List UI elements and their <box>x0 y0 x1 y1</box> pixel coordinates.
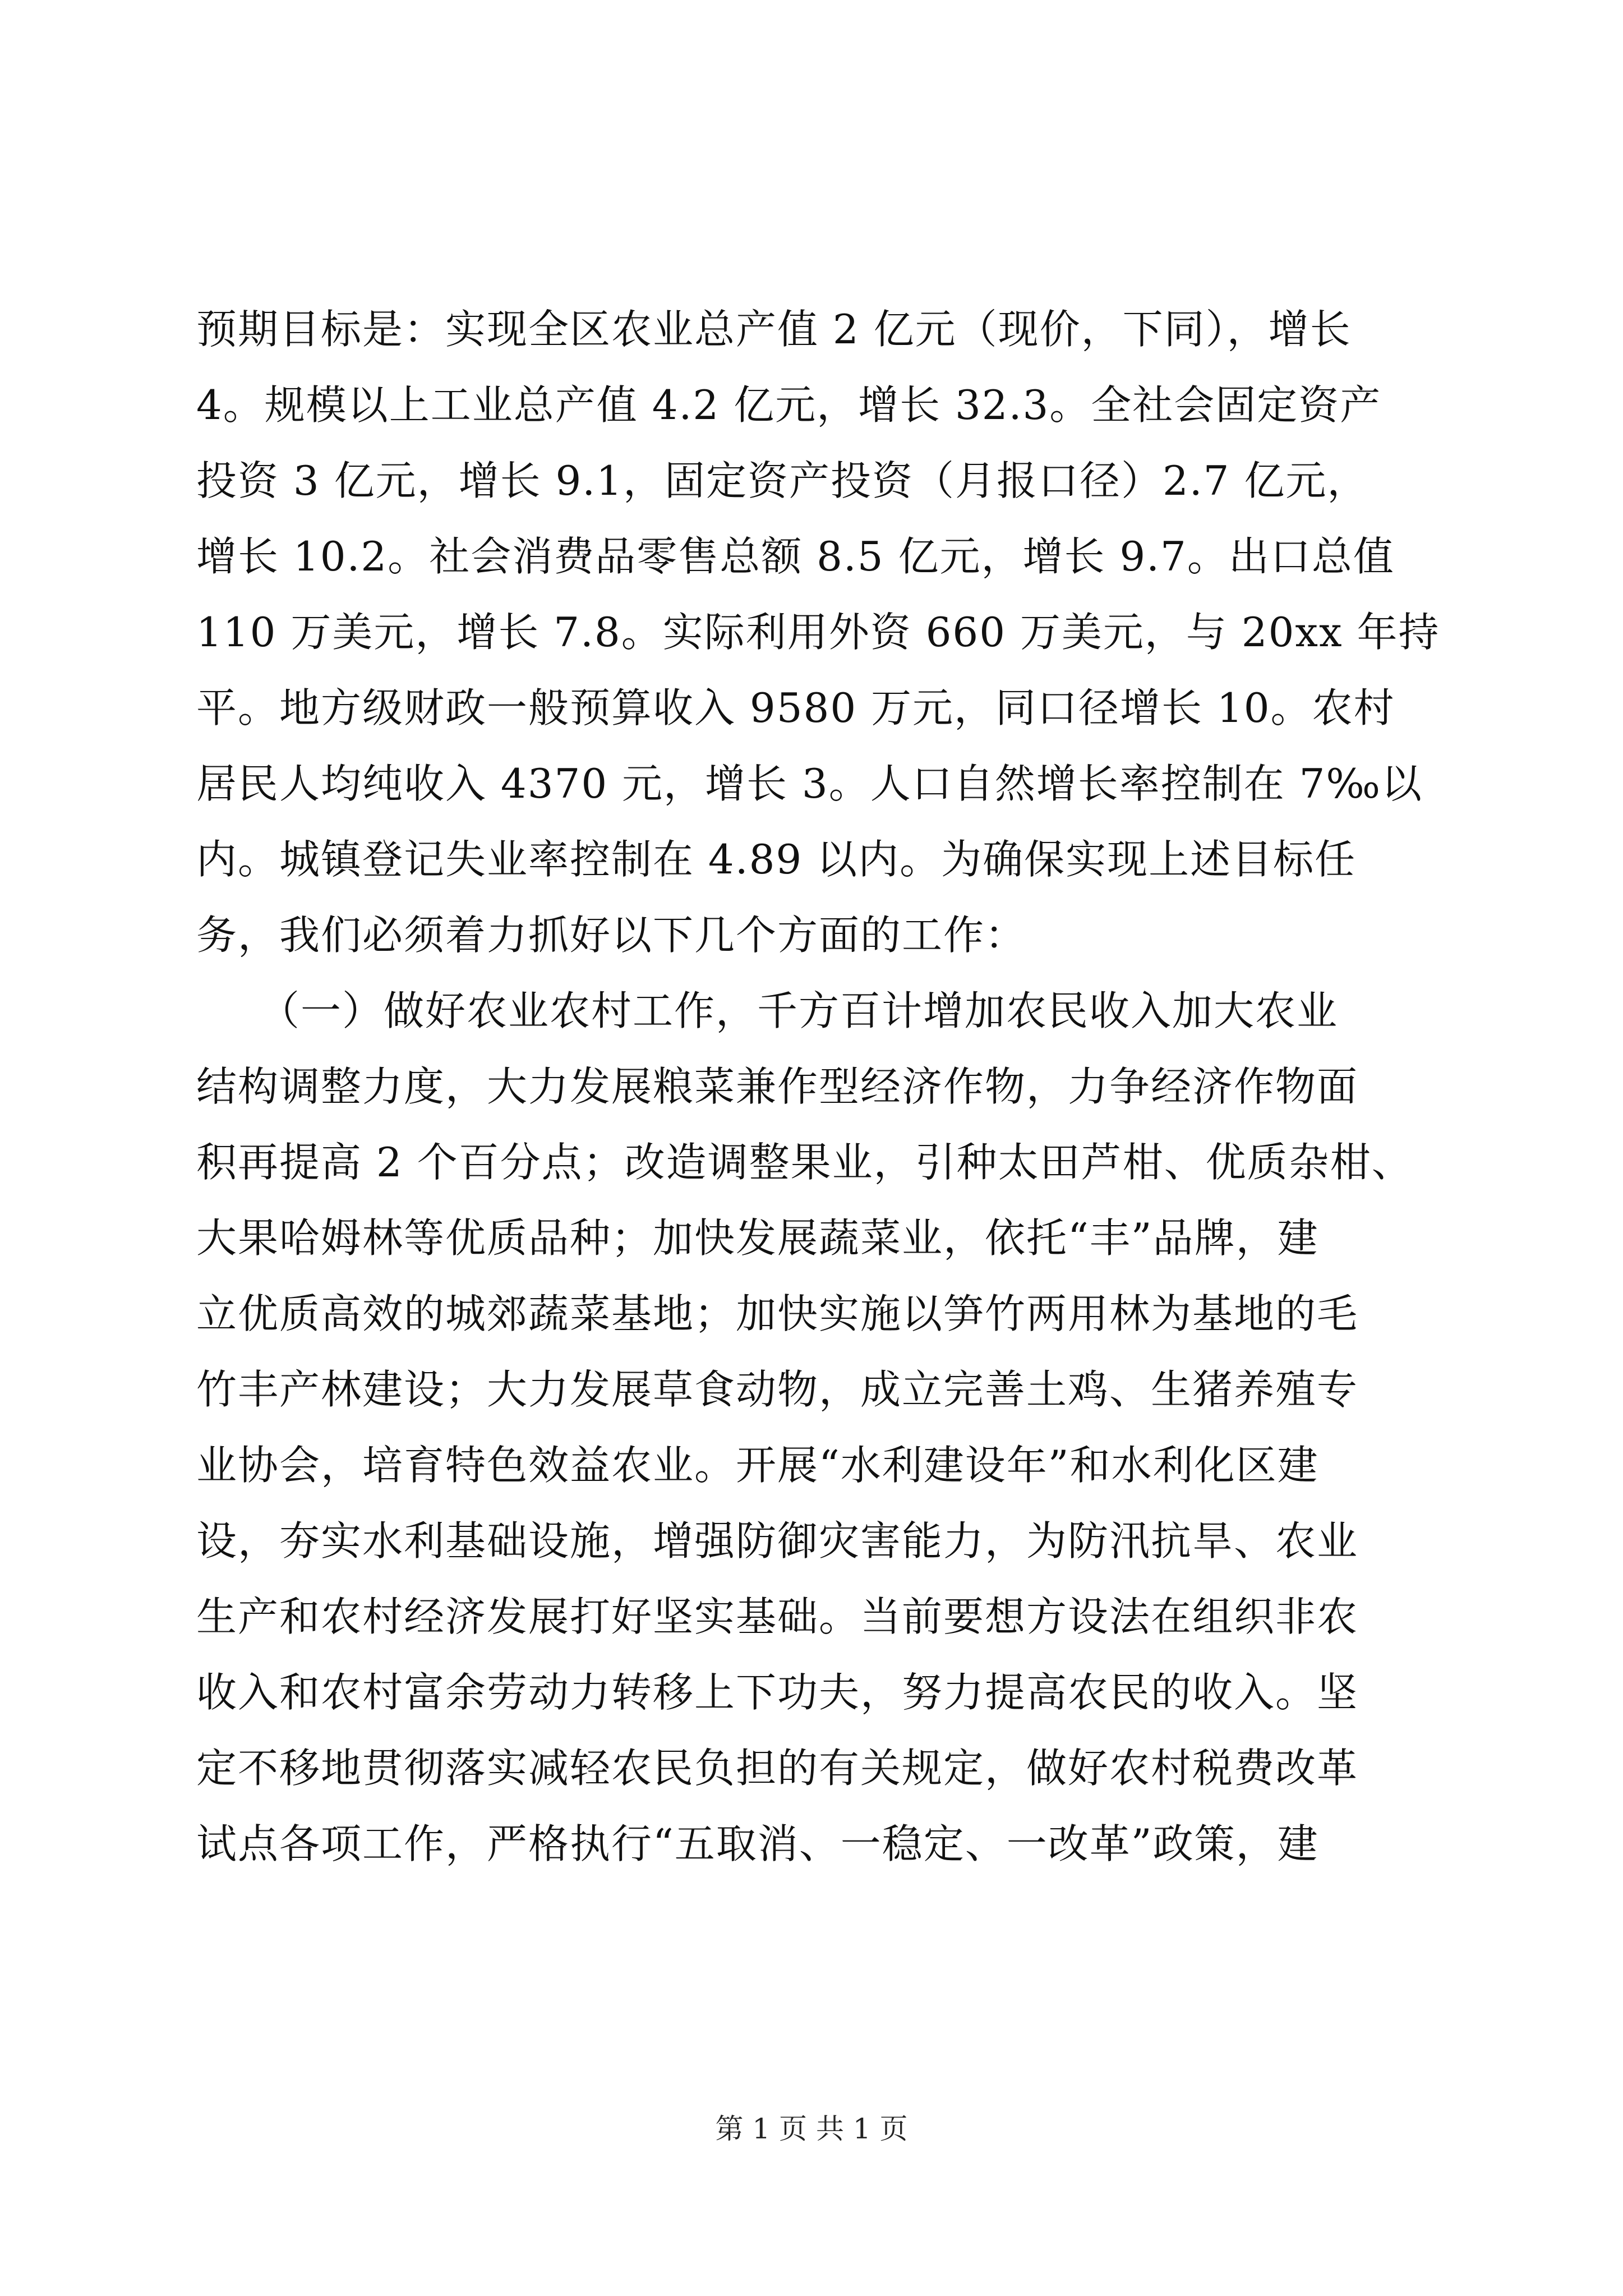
text-line: 增长 10.2。社会消费品零售总额 8.5 亿元，增长 9.7。出口总值 <box>196 533 1395 580</box>
text-line: 试点各项工作，严格执行“五取消、一稳定、一改革”政策，建 <box>196 1820 1319 1867</box>
text-line: 定不移地贯彻落实减轻农民负担的有关规定，做好农村税费改革 <box>196 1745 1359 1792</box>
text-line: 4。规模以上工业总产值 4.2 亿元，增长 32.3。全社会固定资产 <box>196 381 1382 429</box>
text-line: 竹丰产林建设；大力发展草食动物，成立完善土鸡、生猪养殖专 <box>196 1366 1359 1413</box>
text-line: 预期目标是：实现全区农业总产值 2 亿元（现价，下同），增长 <box>196 306 1352 353</box>
text-line: 立优质高效的城郊蔬菜基地；加快实施以笋竹两用林为基地的毛 <box>196 1290 1359 1337</box>
body-text <box>196 292 1440 1882</box>
text-line: （一）做好农业农村工作，千方百计增加农民收入加大农业 <box>196 987 1339 1034</box>
text-line: 设，夯实水利基础设施，增强防御灾害能力，为防汛抗旱、农业 <box>196 1517 1359 1565</box>
page-footer: 第 1 页 共 1 页 <box>715 2113 908 2145</box>
text-line: 居民人均纯收入 4370 元，增长 3。人口自然增长率控制在 7‰以 <box>196 760 1423 807</box>
text-line: 投资 3 亿元，增长 9.1，固定资产投资（月报口径）2.7 亿元， <box>196 457 1369 504</box>
text-line: 务，我们必须着力抓好以下几个方面的工作： <box>196 912 1027 959</box>
text-line: 业协会，培育特色效益农业。开展“水利建设年”和水利化区建 <box>196 1442 1319 1489</box>
text-line: 内。城镇登记失业率控制在 4.89 以内。为确保实现上述目标任 <box>196 836 1357 883</box>
text-line: 积再提高 2 个百分点；改造调整果业，引种太田芦柑、优质杂柑、 <box>196 1139 1413 1186</box>
text-line: 平。地方级财政一般预算收入 9580 万元，同口径增长 10。农村 <box>196 684 1395 731</box>
text-line: 110 万美元，增长 7.8。实际利用外资 660 万美元，与 20xx 年持 <box>196 609 1440 656</box>
text-line: 收入和农村富余劳动力转移上下功夫，努力提高农民的收入。坚 <box>196 1669 1359 1716</box>
text-line: 生产和农村经济发展打好坚实基础。当前要想方设法在组织非农 <box>196 1593 1359 1640</box>
text-line: 结构调整力度，大力发展粮菜兼作型经济作物，力争经济作物面 <box>196 1063 1359 1110</box>
text-line: 大果哈姆林等优质品种；加快发展蔬菜业，依托“丰”品牌，建 <box>196 1214 1319 1262</box>
